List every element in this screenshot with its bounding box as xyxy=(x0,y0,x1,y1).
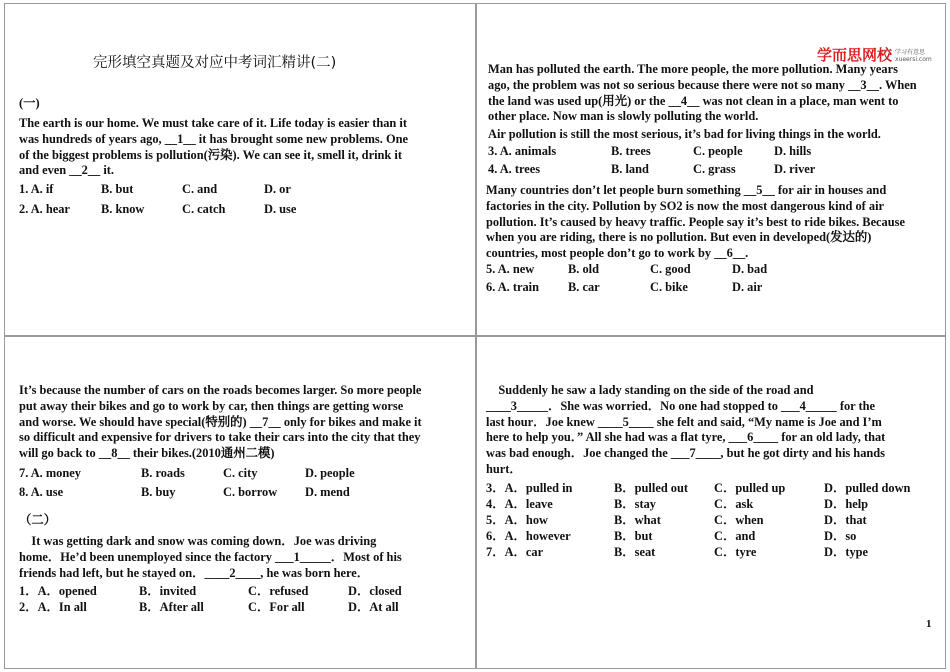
option: D. river xyxy=(774,162,816,176)
option: B. trees xyxy=(611,144,651,158)
slide-panel-1 xyxy=(4,3,476,336)
option: B. old xyxy=(568,262,599,276)
option: D．closed xyxy=(348,584,402,598)
option: 6．A．however xyxy=(486,529,571,543)
option: C. and xyxy=(182,182,218,196)
option: D．type xyxy=(824,545,869,559)
option: 5．A．how xyxy=(486,513,548,527)
option: D．so xyxy=(824,529,857,543)
option: B．but xyxy=(614,529,653,543)
option: C. people xyxy=(693,144,743,158)
option: B．invited xyxy=(139,584,197,598)
passage-line: when you are riding, there is no pollution. But even in developed(发达的) xyxy=(486,230,872,245)
option: B. car xyxy=(568,280,600,294)
page-title: 完形填空真题及对应中考词汇精讲(二) xyxy=(93,55,337,71)
option: B. roads xyxy=(141,466,185,480)
logo-text: 学而思网校 xyxy=(817,46,893,64)
option: 1．A．opened xyxy=(19,584,97,598)
option: 6. A. train xyxy=(486,280,540,294)
option: C. city xyxy=(223,466,258,480)
option: 2. A. hear xyxy=(19,202,70,216)
option: B. land xyxy=(611,162,649,176)
option: 3. A. animals xyxy=(488,144,557,158)
option: D．At all xyxy=(348,600,399,614)
option: B. but xyxy=(101,182,134,196)
passage-line: countries, most people don’t go to work by __6__. xyxy=(486,246,749,261)
option: 8. A. use xyxy=(19,485,64,499)
passage-line: The earth is our home. We must take care of it. Life today is easier than it xyxy=(19,116,407,130)
passage-line: Many countries don’t let people burn something __5__ for air in houses and xyxy=(486,183,887,197)
passage-line: the land was used up(用光) or the __4__ was not clean in a place, man went to xyxy=(488,93,899,108)
option: 2．A．In all xyxy=(19,600,87,614)
passage-line: so difficult and expensive for drivers to take their cars into the city that they xyxy=(19,430,421,445)
passage-line: ago, the problem was not so serious because there were not so many __3__. When xyxy=(488,77,917,92)
option: B．After all xyxy=(139,600,204,614)
option: B. buy xyxy=(141,485,176,499)
passage-line: factories in the city. Pollution by SO2 is now the most dangerous kind of air xyxy=(486,198,885,213)
passage-line: hurt． xyxy=(486,461,522,476)
passage-line: Man has polluted the earth. The more people, the more pollution. Many years xyxy=(488,62,898,76)
passage xyxy=(486,183,941,262)
option: B．what xyxy=(614,513,661,527)
option: C．For all xyxy=(248,600,305,614)
passage-line: It’s because the number of cars on the roads becomes larger. So more people xyxy=(19,383,422,397)
passage-line: here to help you．” All she had was a flat tyre, ___6____ for an old lady, that xyxy=(486,430,886,445)
option: B. know xyxy=(101,202,145,216)
passage-line: will go back to __8__ their bikes.(2010通州二模) xyxy=(19,446,275,461)
passage-line: It was getting dark and snow was coming down．Joe was driving xyxy=(19,534,377,548)
passage-line: was hundreds of years ago, __1__ it has brought some new problems. One xyxy=(19,131,408,146)
option: D．that xyxy=(824,513,867,527)
passage-line: ____3_____．She was worried．No one had stopped to ___4_____ for the xyxy=(486,398,876,413)
passage-line: put away their bikes and go to work by car, then things are getting worse xyxy=(19,398,404,413)
option: C. catch xyxy=(182,202,226,216)
passage-line: was bad enough．Joe changed the ___7____, but he got dirty and his hands xyxy=(486,446,885,461)
passage xyxy=(19,534,474,581)
option: D. air xyxy=(732,280,763,294)
logo-url: xueersi.com xyxy=(895,55,932,63)
slide-panel-4 xyxy=(476,336,946,669)
passage xyxy=(486,383,941,478)
option: C．when xyxy=(714,513,764,527)
option: 1. A. if xyxy=(19,182,54,196)
option: C．pulled up xyxy=(714,481,786,495)
passage-line: of the biggest problems is pollution(污染). We can see it, smell it, drink it xyxy=(19,147,402,162)
option: 7．A．car xyxy=(486,545,544,559)
option: 5. A. new xyxy=(486,262,535,276)
option: 3．A．pulled in xyxy=(486,481,573,495)
section-label: （二） xyxy=(19,513,57,527)
logo-sub: 学习有意思 xyxy=(895,48,926,56)
passage xyxy=(488,62,943,143)
passage-line: and even __2__ it. xyxy=(19,163,114,178)
option: C. grass xyxy=(693,162,736,176)
option: D. bad xyxy=(732,262,768,276)
option: 7. A. money xyxy=(19,466,81,480)
option: 4. A. trees xyxy=(488,162,541,176)
passage-line: other place. Now man is slowly polluting the world. xyxy=(488,109,759,124)
page-number: 1 xyxy=(926,618,932,630)
section-label: (一) xyxy=(19,96,40,110)
option: B．seat xyxy=(614,545,656,559)
option: D. mend xyxy=(305,485,350,499)
option: C．refused xyxy=(248,584,309,598)
option: D. use xyxy=(264,202,297,216)
passage-line: and worse. We should have special(特别的) __7__ only for bikes and make it xyxy=(19,414,422,429)
option: B．stay xyxy=(614,497,656,511)
option: C．ask xyxy=(714,497,754,511)
passage-line: last hour．Joe knew ____5____ she felt and said, “My name is Joe and I’m xyxy=(486,414,882,429)
slide-panel-3 xyxy=(4,336,476,669)
passage-line: Air pollution is still the most serious, it’s bad for living things in the world. xyxy=(488,127,881,142)
passage-line: home．He’d been unemployed since the factory ___1_____．Most of his xyxy=(19,549,402,564)
option: B．pulled out xyxy=(614,481,689,495)
option: D．pulled down xyxy=(824,481,911,495)
passage-line: Suddenly he saw a lady standing on the side of the road and xyxy=(486,383,814,397)
option: C. borrow xyxy=(223,485,278,499)
passage xyxy=(19,383,474,462)
option: C．and xyxy=(714,529,756,543)
slide-panel-2 xyxy=(476,3,946,336)
passage-line: friends had left, but he stayed on．____2____, he was born here． xyxy=(19,565,370,580)
option: 4．A．leave xyxy=(486,497,553,511)
option: C. bike xyxy=(650,280,688,294)
option: D. hills xyxy=(774,144,812,158)
option: D. people xyxy=(305,466,355,480)
option: C．tyre xyxy=(714,545,757,559)
option: D．help xyxy=(824,497,869,511)
option: C. good xyxy=(650,262,691,276)
passage-line: pollution. It’s caused by heavy traffic. People say it’s best to ride bikes. Because xyxy=(486,214,905,229)
passage xyxy=(19,116,469,179)
option: D. or xyxy=(264,182,291,196)
